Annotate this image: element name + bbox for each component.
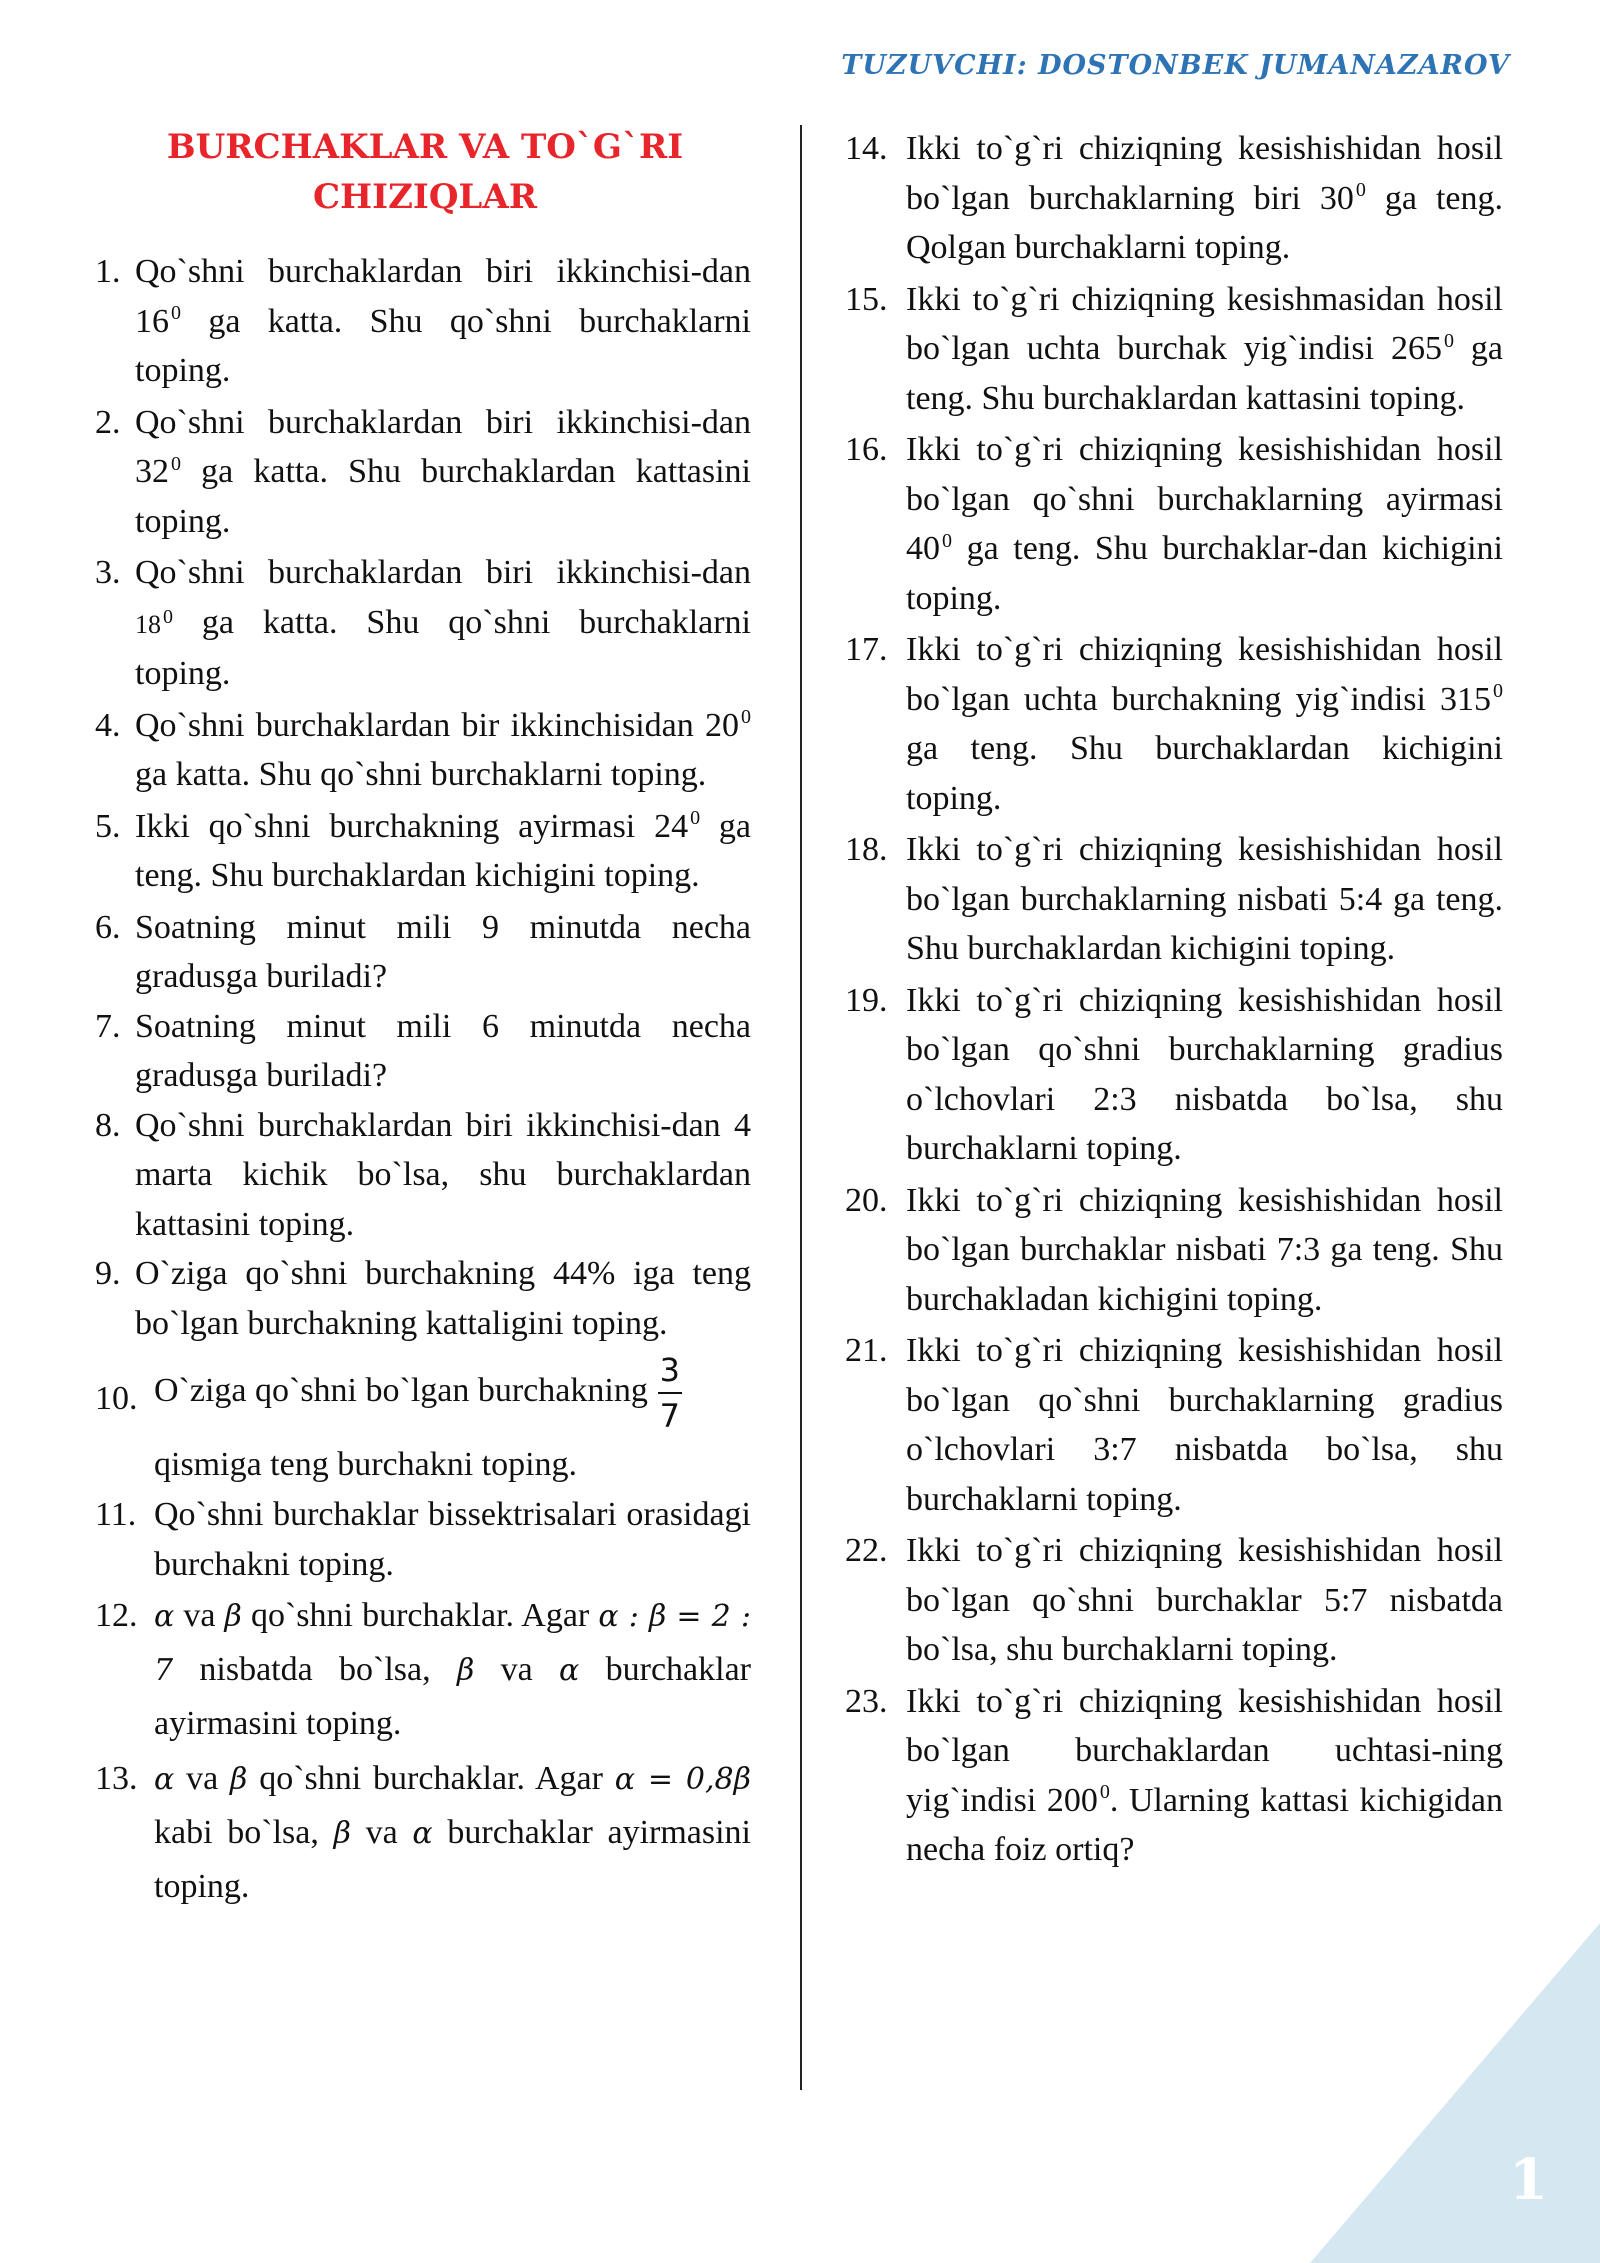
- problem-number: 16.: [845, 431, 888, 468]
- degree-value: 30 $^0$: [1319, 179, 1366, 217]
- problem-text: ga teng. Shu burchaklar-dan kichigini toping.: [906, 530, 1503, 617]
- problem-5: [95, 802, 751, 901]
- problem-text: Soatning minut mili 9 minutda necha gradusga buriladi?: [135, 908, 751, 995]
- problem-number: 7.: [95, 1007, 121, 1045]
- problem-number: 9.: [95, 1255, 121, 1292]
- problem-23: [845, 1677, 1503, 1875]
- problem-13: 13. α va β qo`shni burchaklar. Agar α = 0,8β kabi bo`lsa, β va α burchaklar ayirmasini toping.: [95, 1752, 751, 1913]
- problem-16: [845, 425, 1503, 623]
- problem-text: Ikki to`g`ri chiziqning kesishishidan hosil bo`lgan burchaklar nisbati 7:3 ga teng. Shu burchakladan kichigini toping.: [906, 1181, 1503, 1318]
- problem-15: [845, 275, 1503, 424]
- problem-number: 1.: [95, 253, 121, 290]
- problem-number: 15.: [845, 280, 888, 318]
- problem-text: Soatning minut mili 6 minutda necha gradusga buriladi?: [135, 1007, 751, 1094]
- problem-6: [95, 903, 751, 1002]
- problem-text: Ikki to`g`ri chiziqning kesishmasidan hosil bo`lgan uchta burchak yig`indisi: [906, 280, 1503, 367]
- problem-19: [845, 976, 1503, 1174]
- problem-4: [95, 701, 751, 800]
- beta-symbol: β: [333, 1816, 351, 1851]
- fraction-numerator: 3: [659, 1351, 680, 1389]
- problem-text: ga teng. Qolgan burchaklarni toping.: [906, 179, 1503, 266]
- degree-sign: 0: [1443, 329, 1454, 352]
- degree-sign: 0: [171, 452, 181, 475]
- problem-1: [95, 247, 751, 396]
- degree-value: 265 $^0$: [1390, 329, 1454, 367]
- problem-text: Ikki qo`shni burchakning ayirmasi: [135, 807, 655, 845]
- problem-text: ga katta. Shu burchaklardan kattasini toping.: [135, 453, 751, 540]
- fraction-bar: [658, 1392, 682, 1394]
- problem-text: ga katta. Shu qo`shni burchaklarni toping.: [135, 302, 751, 389]
- degree-value: 200 $^0$: [1046, 1781, 1110, 1819]
- problem-text: Qo`shni burchaklar bissektrisalari orasidagi burchakni toping.: [154, 1496, 751, 1583]
- problem-number: 5.: [95, 807, 121, 845]
- problem-number: 22.: [845, 1532, 888, 1569]
- problem-number: 18.: [845, 831, 888, 868]
- problem-3: [95, 548, 751, 699]
- right-column: [845, 124, 1503, 1875]
- problem-12: 12. α va β qo`shni burchaklar. Agar α : β = 2 : 7 nisbatda bo`lsa, β va α burchaklar ayirmasini toping.: [95, 1589, 751, 1750]
- problem-text: Ikki to`g`ri chiziqning kesishishidan hosil bo`lgan qo`shni burchaklarning gradius o`lchovlari 3:7 nisbatda bo`lsa, shu burchaklarni toping.: [906, 1332, 1503, 1518]
- problem-text: qismiga teng burchakni toping.: [154, 1446, 578, 1483]
- problem-11: [95, 1490, 751, 1589]
- problem-14: [845, 124, 1503, 273]
- problem-text: O`ziga qo`shni burchakning 44% iga teng bo`lgan burchakning kattaligini toping.: [135, 1255, 751, 1342]
- problem-text: ga teng. Shu burchaklardan kattasini toping.: [906, 330, 1503, 417]
- problem-10: [95, 1350, 751, 1490]
- degree-sign: 0: [171, 302, 181, 325]
- page-title: [95, 122, 755, 222]
- problem-number: 4.: [95, 706, 121, 744]
- problem-text: ga katta. Shu qo`shni burchaklarni toping.: [135, 603, 751, 692]
- title-line-1: BURCHAKLAR VA TO`G`RI: [166, 127, 684, 167]
- degree-sign: 0: [690, 807, 701, 830]
- problem-text: Qo`shni burchaklardan biri ikkinchisi-dan 4 marta kichik bo`lsa, shu burchaklardan kattasini toping.: [135, 1106, 751, 1243]
- degree-value: 20 $^0$: [705, 706, 751, 744]
- degree-value: 24 $^0$: [654, 807, 701, 845]
- degree-sign: 0: [741, 706, 751, 729]
- problem-20: [845, 1176, 1503, 1325]
- problem-22: [845, 1526, 1503, 1675]
- problem-number: 13.: [95, 1760, 138, 1797]
- problem-text: ga teng. Shu burchaklardan kichigini toping.: [135, 807, 752, 894]
- problem-number: 6.: [95, 908, 121, 946]
- problem-number: 12.: [95, 1597, 138, 1634]
- problem-number: 19.: [845, 981, 888, 1019]
- problem-9: [95, 1249, 751, 1348]
- problem-text: Ikki to`g`ri chiziqning kesishishidan hosil bo`lgan qo`shni burchaklarning ayirmasi: [906, 431, 1503, 518]
- problem-text: Ikki to`g`ri chiziqning kesishishidan hosil bo`lgan qo`shni burchaklarning gradius o`lchovlari 2:3 nisbatda bo`lsa, shu burchaklarni toping.: [906, 981, 1503, 1167]
- degree-sign: 0: [1099, 1781, 1110, 1804]
- problem-text: O`ziga qo`shni bo`lgan burchakning: [154, 1371, 648, 1409]
- problem-text: ga teng. Shu burchaklardan kichigini toping.: [906, 730, 1503, 817]
- equation-expression: α = 0,8β: [614, 1762, 751, 1797]
- degree-sign: 0: [163, 605, 173, 628]
- degree-value: 40 $^0$: [906, 529, 952, 567]
- problem-8: [95, 1101, 751, 1250]
- column-divider: [800, 125, 802, 2090]
- beta-symbol: β: [224, 1599, 242, 1634]
- degree-value: 315 $^0$: [1440, 680, 1503, 718]
- problem-text: Ikki to`g`ri chiziqning kesishishidan hosil bo`lgan burchaklarning nisbati 5:4 ga teng. Shu burchaklardan kichigini toping.: [906, 831, 1503, 967]
- header-author: TUZUVCHI: DOSTONBEK JUMANAZAROV: [841, 50, 1510, 81]
- degree-sign: 0: [1355, 179, 1366, 202]
- problem-number: 21.: [845, 1332, 888, 1369]
- alpha-symbol: α: [154, 1599, 175, 1634]
- problem-number: 20.: [845, 1181, 888, 1219]
- problem-18: [845, 825, 1503, 974]
- problem-text: Qo`shni burchaklardan biri ikkinchisi-dan: [135, 554, 751, 591]
- degree-value: 32 $^0$: [135, 452, 181, 490]
- title-line-2: CHIZIQLAR: [313, 177, 537, 217]
- problem-number: 11.: [95, 1496, 137, 1533]
- alpha-symbol: α: [559, 1653, 580, 1688]
- problem-list-left: [95, 247, 751, 1913]
- problem-17: [845, 625, 1503, 823]
- left-column: [95, 247, 751, 1913]
- problem-text: Qo`shni burchaklardan bir ikkinchisidan: [135, 706, 705, 744]
- problem-list-right: [845, 124, 1503, 1875]
- problem-7: [95, 1002, 751, 1101]
- fraction: [658, 1350, 682, 1436]
- problem-text: Ikki to`g`ri chiziqning kesishishidan hosil bo`lgan qo`shni burchaklar 5:7 nisbatda bo`lsa, shu burchaklarni toping.: [906, 1532, 1503, 1668]
- problem-number: 2.: [95, 403, 121, 441]
- problem-number: 10.: [95, 1380, 138, 1417]
- page-number: 1: [1509, 2147, 1548, 2213]
- problem-number: 8.: [95, 1106, 121, 1144]
- problem-text: Qo`shni burchaklardan biri ikkinchisi-dan: [135, 403, 751, 441]
- problem-text: Qo`shni burchaklardan biri ikkinchisi-dan: [135, 253, 751, 290]
- problem-number: 17.: [845, 631, 888, 668]
- problem-text: ga katta. Shu qo`shni burchaklarni toping.: [135, 756, 707, 793]
- problem-text: . Ularning kattasi kichigidan necha foiz ortiq?: [906, 1781, 1503, 1868]
- corner-decoration: [1310, 1923, 1600, 2263]
- alpha-symbol: α: [412, 1816, 433, 1851]
- degree-value: 16 $^0$: [135, 302, 181, 340]
- ratio-expression: α : β = 2 : 7: [154, 1599, 751, 1688]
- problem-21: [845, 1326, 1503, 1524]
- beta-symbol: β: [456, 1653, 475, 1688]
- problem-2: [95, 398, 751, 547]
- beta-symbol: β: [230, 1762, 248, 1797]
- problem-number: 3.: [95, 554, 121, 591]
- alpha-symbol: α: [154, 1762, 175, 1797]
- problem-number: 14.: [845, 130, 888, 167]
- degree-sign: 0: [942, 529, 952, 552]
- problem-number: 23.: [845, 1682, 888, 1720]
- problem-text: Ikki to`g`ri chiziqning kesishishidan hosil bo`lgan burchaklarning biri: [906, 130, 1503, 217]
- degree-sign: 0: [1493, 680, 1503, 703]
- degree-value: 18 $^0$: [135, 605, 173, 639]
- problem-text: Ikki to`g`ri chiziqning kesishishidan hosil bo`lgan burchaklardan uchtasi-ning yig`indisi: [906, 1682, 1503, 1819]
- problem-text: Ikki to`g`ri chiziqning kesishishidan hosil bo`lgan uchta burchakning yig`indisi: [906, 631, 1503, 718]
- fraction-denominator: 7: [659, 1397, 680, 1435]
